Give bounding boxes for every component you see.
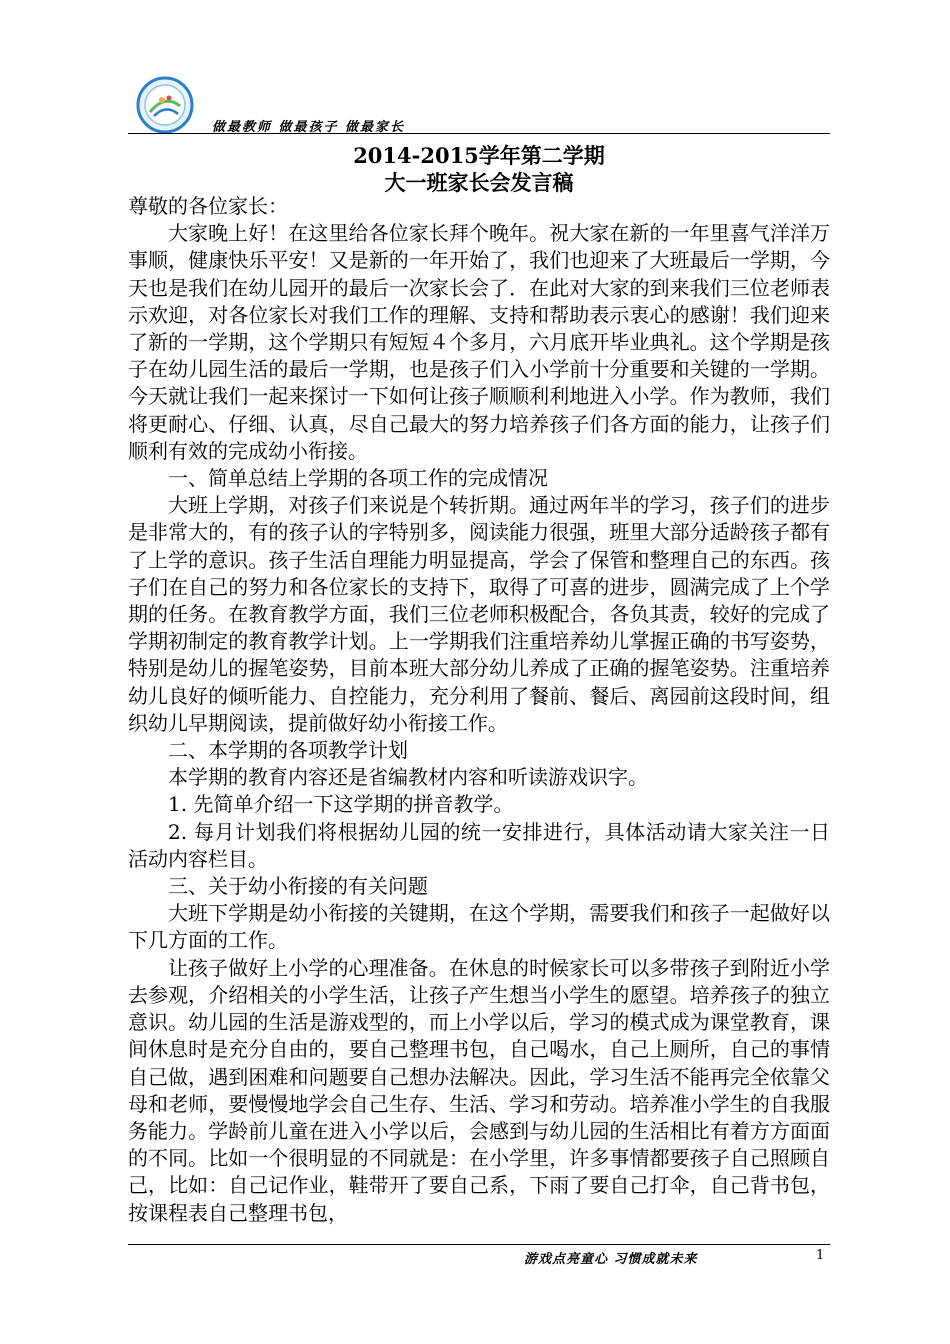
paragraph-intro: 大家晚上好！在这里给各位家长拜个晚年。祝大家在新的一年里喜气洋洋万事顺，健康快乐平安！又是新的一年开始了，我们也迎来了大班最后一学期，今天也是我们在幼儿园开的最后一次家长会了．在此对大家的到来我们三位老师表示欢迎，对各位家长对我们工作的理解、支持和帮助表示衷心的感谢！我们迎来了新的一学期，这个学期只有短短４个多月，六月底开毕业典礼。这个学期是孩子在幼儿园生活的最后一学期，也是孩子们入小学前十分重要和关键的一学期。今天就让我们一起来探讨一下如何让孩子顺顺利利地进入小学。作为教师，我们将更耐心、仔细、认真，尽自己最大的努力培养孩子们各方面的能力，让孩子们顺利有效的完成幼小衔接。 <box>128 221 830 463</box>
footer-motto: 游戏点亮童心 习惯成就未来 <box>524 1252 698 1267</box>
title-line-2: 大一班家长会发言稿 <box>384 170 574 195</box>
greeting: 尊敬的各位家长： <box>128 194 288 218</box>
title-line-1: 2014-2015学年第二学期 <box>353 143 605 168</box>
speech-body <box>128 193 830 1227</box>
header-motto: 做最教师 做最孩子 做最家长 <box>212 120 406 135</box>
header-divider <box>128 133 830 134</box>
paragraph-summary: 大班上学期，对孩子们来说是个转折期。通过两年半的学习，孩子们的进步是非常大的，有的孩子认的字特别多，阅读能力很强，班里大部分适龄孩子都有了上学的意识。孩子生活自理能力明显提高，学会了保管和整理自己的东西。孩子们在自己的努力和各位家长的支持下，取得了可喜的进步，圆满完成了上个学期的任务。在教育教学方面，我们三位老师积极配合，各负其责，较好的完成了学期初制定的教育教学计划。上一学期我们注重培养幼儿掌握正确的书写姿势，特别是幼儿的握笔姿势，目前本班大部分幼儿养成了正确的握笔姿势。注重培养幼儿良好的倾听能力、自控能力，充分利用了餐前、餐后、离园前这段时间，组织幼儿早期阅读，提前做好幼小衔接工作。 <box>128 493 830 735</box>
section-heading-3: 三、关于幼小衔接的有关问题 <box>168 874 428 899</box>
paragraph-preparation: 让孩子做好上小学的心理准备。在休息的时候家长可以多带孩子到附近小学去参观，介绍相关的小学生活，让孩子产生想当小学生的愿望。培养孩子的独立意识。幼儿园的生活是游戏型的，而上小学以后，学习的模式成为课堂教育，课间休息时是充分自由的，要自己整理书包，自己喝水，自己上厕所，自己的事情自己做，遇到困难和问题要自己想办法解决。因此，学习生活不能再完全依靠父母和老师，要慢慢地学会自己生存、生活、学习和劳动。培养准小学生的自我服务能力。学龄前儿童在进入小学以后，会感到与幼儿园的生活相比有着方方面面的不同。比如一个很明显的不同就是：在小学里，许多事情都要孩子自己照顾自己，比如：自己记作业，鞋带开了要自己系，下雨了要自己打伞，自己背书包，按课程表自己整理书包， <box>128 955 830 1225</box>
section-heading-2: 二、本学期的各项教学计划 <box>168 738 408 763</box>
school-logo <box>136 76 194 134</box>
paragraph-key-period: 大班下学期是幼小衔接的关键期，在这个学期，需要我们和孩子一起做好以下几方面的工作。 <box>128 901 830 953</box>
section-heading-1: 一、简单总结上学期的各项工作的完成情况 <box>168 466 548 491</box>
list-item-2: 2. 每月计划我们将根据幼儿园的统一安排进行，具体活动请大家关注一日活动内容栏目。 <box>128 819 830 871</box>
footer-divider <box>128 1244 830 1245</box>
document-title <box>128 142 830 196</box>
paragraph-content: 本学期的教育内容还是省编教材内容和听读游戏识字。 <box>168 765 648 790</box>
list-item-1: 1. 先简单介绍一下这学期的拼音教学。 <box>168 792 514 817</box>
page-number: 1 <box>816 1248 825 1263</box>
